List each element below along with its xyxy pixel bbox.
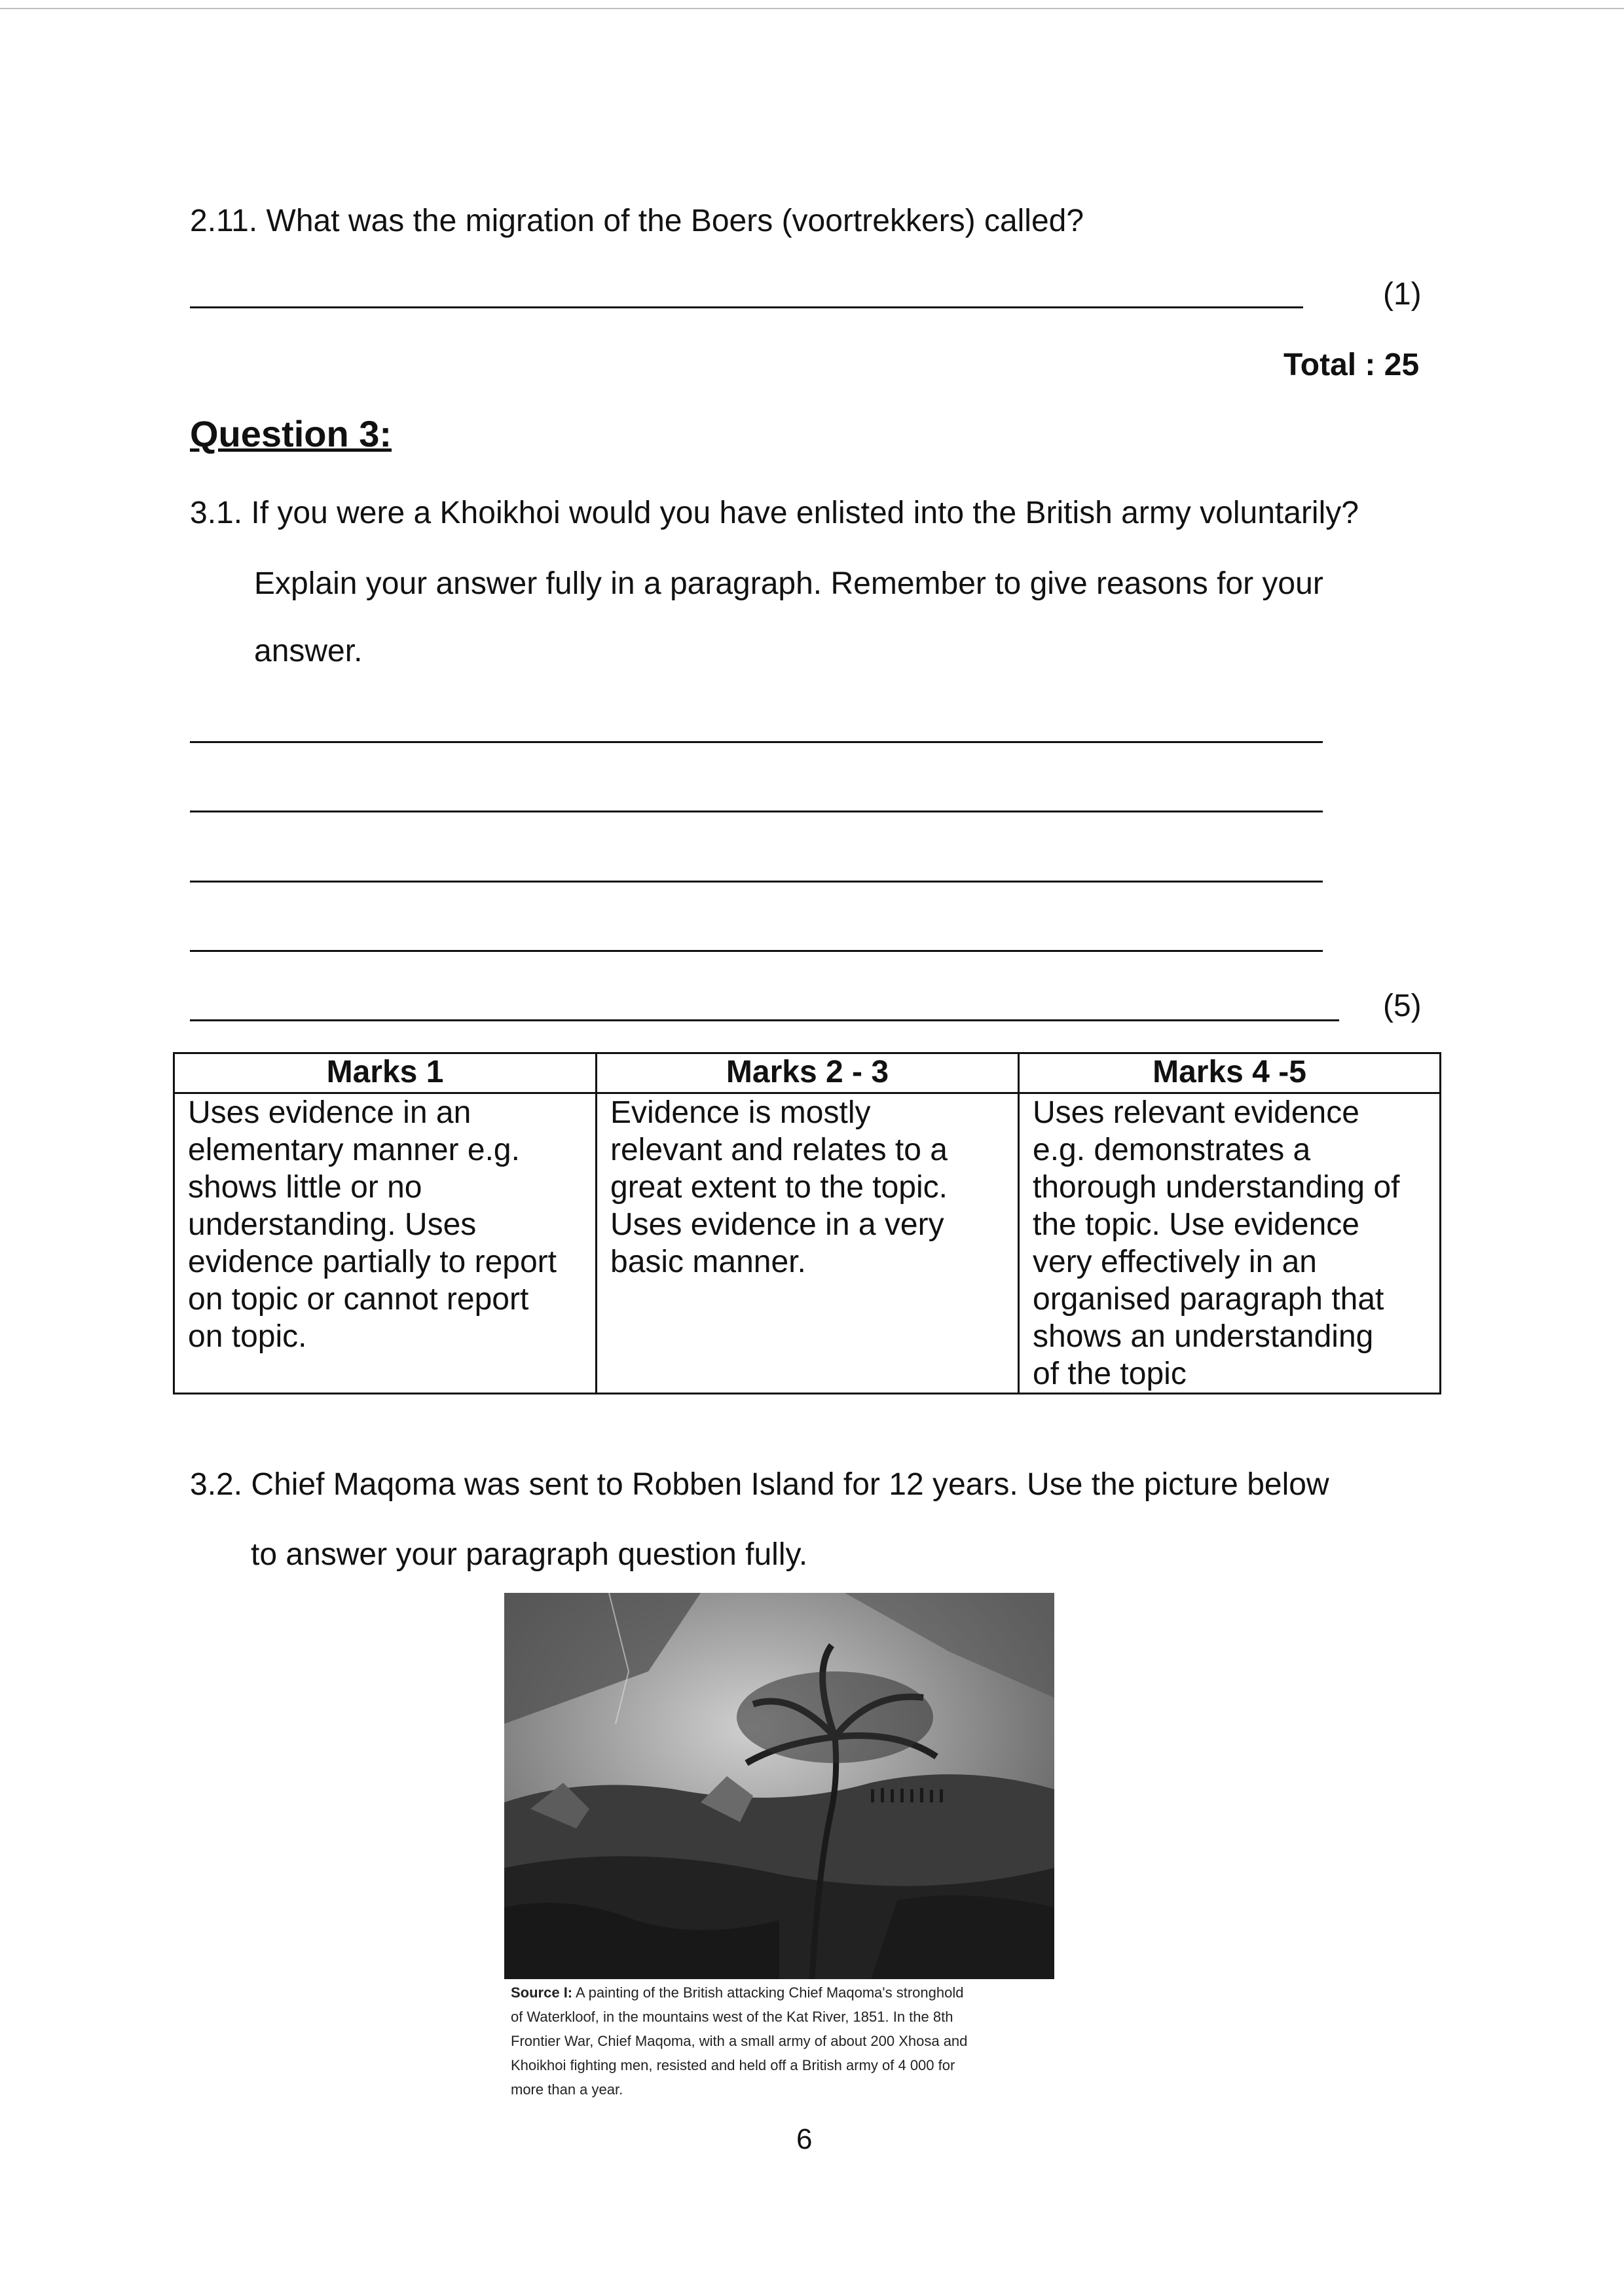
rubric-criteria-row	[174, 1093, 1441, 1394]
rubric-header-marks-2-3: Marks 2 - 3	[597, 1053, 1019, 1093]
source-caption	[511, 1980, 1080, 2102]
page-number: 6	[796, 2123, 813, 2155]
marking-rubric-table	[173, 1052, 1441, 1394]
answer-line-3-1-e[interactable]	[190, 1019, 1339, 1021]
answer-line-3-1-c[interactable]	[190, 881, 1323, 883]
answer-line-2-11[interactable]	[190, 306, 1303, 308]
page-top-rule	[0, 8, 1624, 9]
source-caption-text: A painting of the British attacking Chief Maqoma's stronghold of Waterkloof, in the mountains west of the Kat River, 1851. In the 8th Frontier War, Chief Maqoma, with a small army of about 200 Xhosa and Khoikhoi fighting men, resisted and held off a British army of 4 000 for more than a year.	[511, 1984, 968, 2098]
rubric-header-marks-4-5: Marks 4 -5	[1019, 1053, 1441, 1093]
section-total: Total : 25	[1283, 348, 1420, 382]
marks-3-1: (5)	[1383, 989, 1422, 1023]
painting-illustration	[504, 1593, 1054, 1979]
question-3-1-line-2: Explain your answer fully in a paragraph. Remember to give reasons for your	[254, 566, 1323, 601]
rubric-header-row	[174, 1053, 1441, 1093]
painting-waterkloof-attack	[504, 1593, 1054, 1979]
question-3-1-line-3: answer.	[254, 634, 363, 668]
question-3-2-line-2: to answer your paragraph question fully.	[251, 1537, 808, 1572]
source-label: Source I:	[511, 1984, 573, 2001]
answer-line-3-1-b[interactable]	[190, 811, 1323, 812]
question-2-11-text: 2.11. What was the migration of the Boers (voortrekkers) called?	[190, 204, 1084, 238]
question-3-2-line-1: 3.2. Chief Maqoma was sent to Robben Island for 12 years. Use the picture below	[190, 1467, 1329, 1502]
rubric-cell-marks-2-3: Evidence is mostly relevant and relates to a great extent to the topic. Uses evidence in a very basic manner.	[597, 1093, 1019, 1394]
question-3-heading: Question 3:	[190, 413, 392, 454]
rubric-cell-marks-1: Uses evidence in an elementary manner e.g. shows little or no understanding. Uses evidence partially to report on topic or cannot report on topic.	[174, 1093, 597, 1394]
rubric-cell-marks-4-5: Uses relevant evidence e.g. demonstrates a thorough understanding of the topic. Use evidence very effectively in an organised paragraph that shows an understanding of the topic	[1019, 1093, 1441, 1394]
rubric-header-marks-1: Marks 1	[174, 1053, 597, 1093]
answer-line-3-1-d[interactable]	[190, 950, 1323, 952]
marks-2-11: (1)	[1383, 277, 1422, 312]
question-3-1-line-1: 3.1. If you were a Khoikhoi would you have enlisted into the British army voluntarily?	[190, 496, 1359, 530]
answer-line-3-1-a[interactable]	[190, 741, 1323, 743]
